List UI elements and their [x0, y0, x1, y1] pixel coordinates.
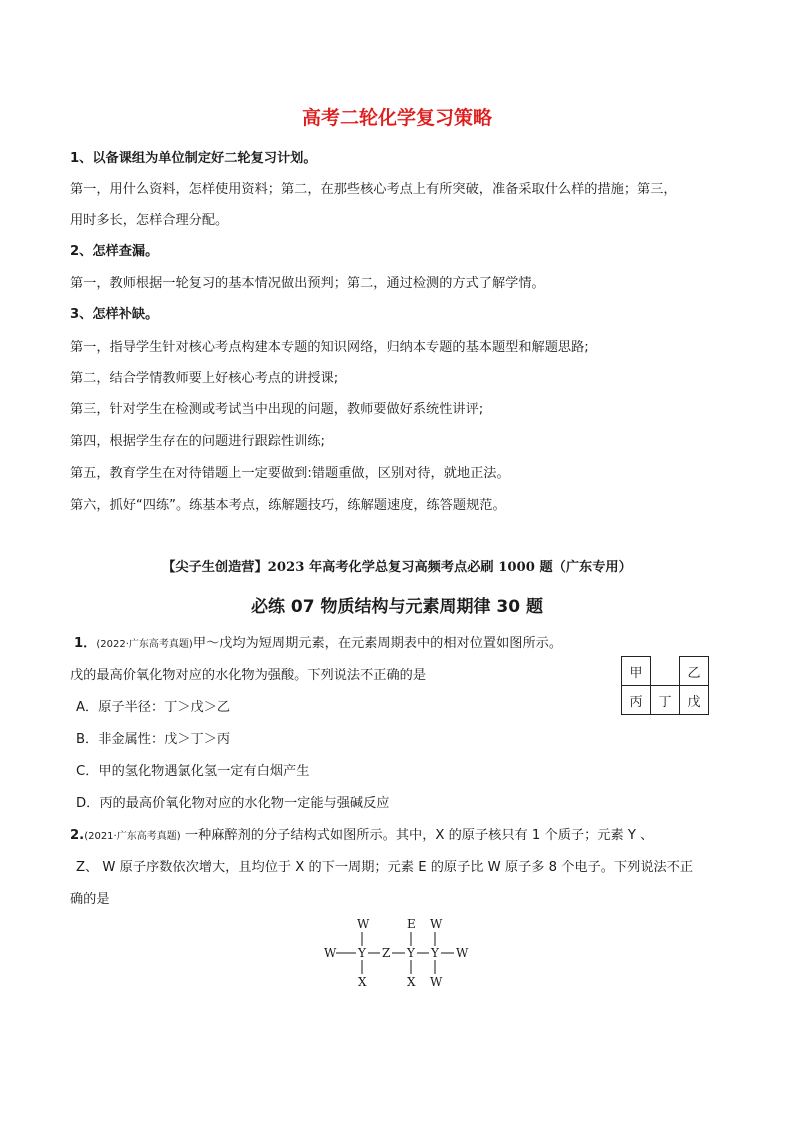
question-2-line-b: Z、 W 原子序数依次增大，且均位于 X 的下一周期；元素 E 的原子比 W 原子多 8 个电子。下列说法不正 — [76, 860, 694, 875]
structure-atom-middle: W — [324, 946, 337, 960]
strategy-paragraph-2: 第一，教师根据一轮复习的基本情况做出预判；第二，通过检测的方式了解学情。 — [70, 276, 545, 291]
strategy-heading-1: 1、以备课组为单位制定好二轮复习计划。 — [70, 151, 317, 166]
question-1-option-c: C．甲的氢化物遇氯化氢一定有白烟产生 — [76, 764, 310, 779]
structure-atom-top: E — [407, 917, 416, 931]
structure-atom-bottom: W — [430, 975, 443, 989]
structure-atom-middle: Y — [407, 946, 415, 960]
strategy-item: 第六，抓好“四练”。练基本考点，练解题技巧，练解题速度，练答题规范。 — [70, 498, 506, 513]
section-subtitle: 【尖子生创造营】2023 年高考化学总复习高频考点必刷 1000 题（广东专用） — [162, 560, 632, 575]
table-cell: 丙 — [622, 686, 651, 715]
table-cell: 戊 — [680, 686, 709, 715]
strategy-heading-2: 2、怎样查漏。 — [70, 244, 159, 259]
section-title: 必练 07 物质结构与元素周期律 30 题 — [251, 597, 543, 617]
structure-atom-middle: Y — [358, 946, 366, 960]
strategy-item: 第三，针对学生在检测或考试当中出现的问题，教师要做好系统性讲评; — [70, 402, 484, 417]
structure-atom-middle: W — [456, 946, 469, 960]
question-2-first-line — [70, 824, 653, 843]
question-1-source: (2022·广东高考真题) — [96, 639, 193, 650]
question-2-source: (2021·广东高考真题) — [84, 831, 181, 842]
molecular-structure-figure — [318, 915, 478, 991]
structure-atom-bottom: X — [407, 975, 416, 989]
question-1-stem-a: 甲～戊均为短周期元素，在元素周期表中的相对位置如图所示。 — [192, 636, 563, 651]
strategy-item: 第四，根据学生存在的问题进行跟踪性训练; — [70, 434, 326, 449]
strategy-item: 第二，结合学情教师要上好核心考点的讲授课; — [70, 371, 339, 386]
structure-atom-middle: Z — [382, 946, 391, 960]
periodic-table-figure — [621, 656, 709, 715]
strategy-heading-3: 3、怎样补缺。 — [70, 307, 159, 322]
question-1-option-b: B．非金属性：戊＞丁＞丙 — [76, 732, 231, 747]
table-cell: 甲 — [622, 657, 651, 686]
strategy-paragraph-1a: 第一，用什么资料，怎样使用资料；第二，在那些核心考点上有所突破，准备采取什么样的措施；第三， — [70, 182, 677, 197]
question-1-option-a: A．原子半径：丁＞戊＞乙 — [76, 700, 231, 715]
table-cell: 丁 — [651, 686, 680, 715]
page-title: 高考二轮化学复习策略 — [301, 107, 492, 129]
structure-atom-top: W — [430, 917, 443, 931]
strategy-item: 第一，指导学生针对核心考点构建本专题的知识网络，归纳本专题的基本题型和解题思路; — [70, 340, 589, 355]
strategy-item: 第五，教育学生在对待错题上一定要做到:错题重做，区别对待，就地正法。 — [70, 466, 510, 481]
structure-atom-middle: Y — [431, 946, 439, 960]
table-cell: 乙 — [680, 657, 709, 686]
question-1-number: 1． — [74, 636, 97, 651]
question-1-option-d: D．丙的最高价氧化物对应的水化物一定能与强碱反应 — [76, 796, 390, 811]
table-cell-empty — [651, 657, 680, 686]
question-2-line-a: 一种麻醉剂的分子结构式如图所示。其中，X 的原子核只有 1 个质子；元素 Y 、 — [180, 828, 654, 843]
strategy-paragraph-1b: 用时多长，怎样合理分配。 — [70, 213, 229, 228]
question-2-number: 2. — [70, 828, 85, 843]
structure-atom-top: W — [357, 917, 370, 931]
question-1-first-line — [74, 632, 562, 651]
structure-atom-bottom: X — [358, 975, 367, 989]
question-1-stem-b: 戊的最高价氧化物对应的水化物为强酸。下列说法不正确的是 — [70, 668, 427, 683]
question-2-line-c: 确的是 — [70, 892, 110, 907]
